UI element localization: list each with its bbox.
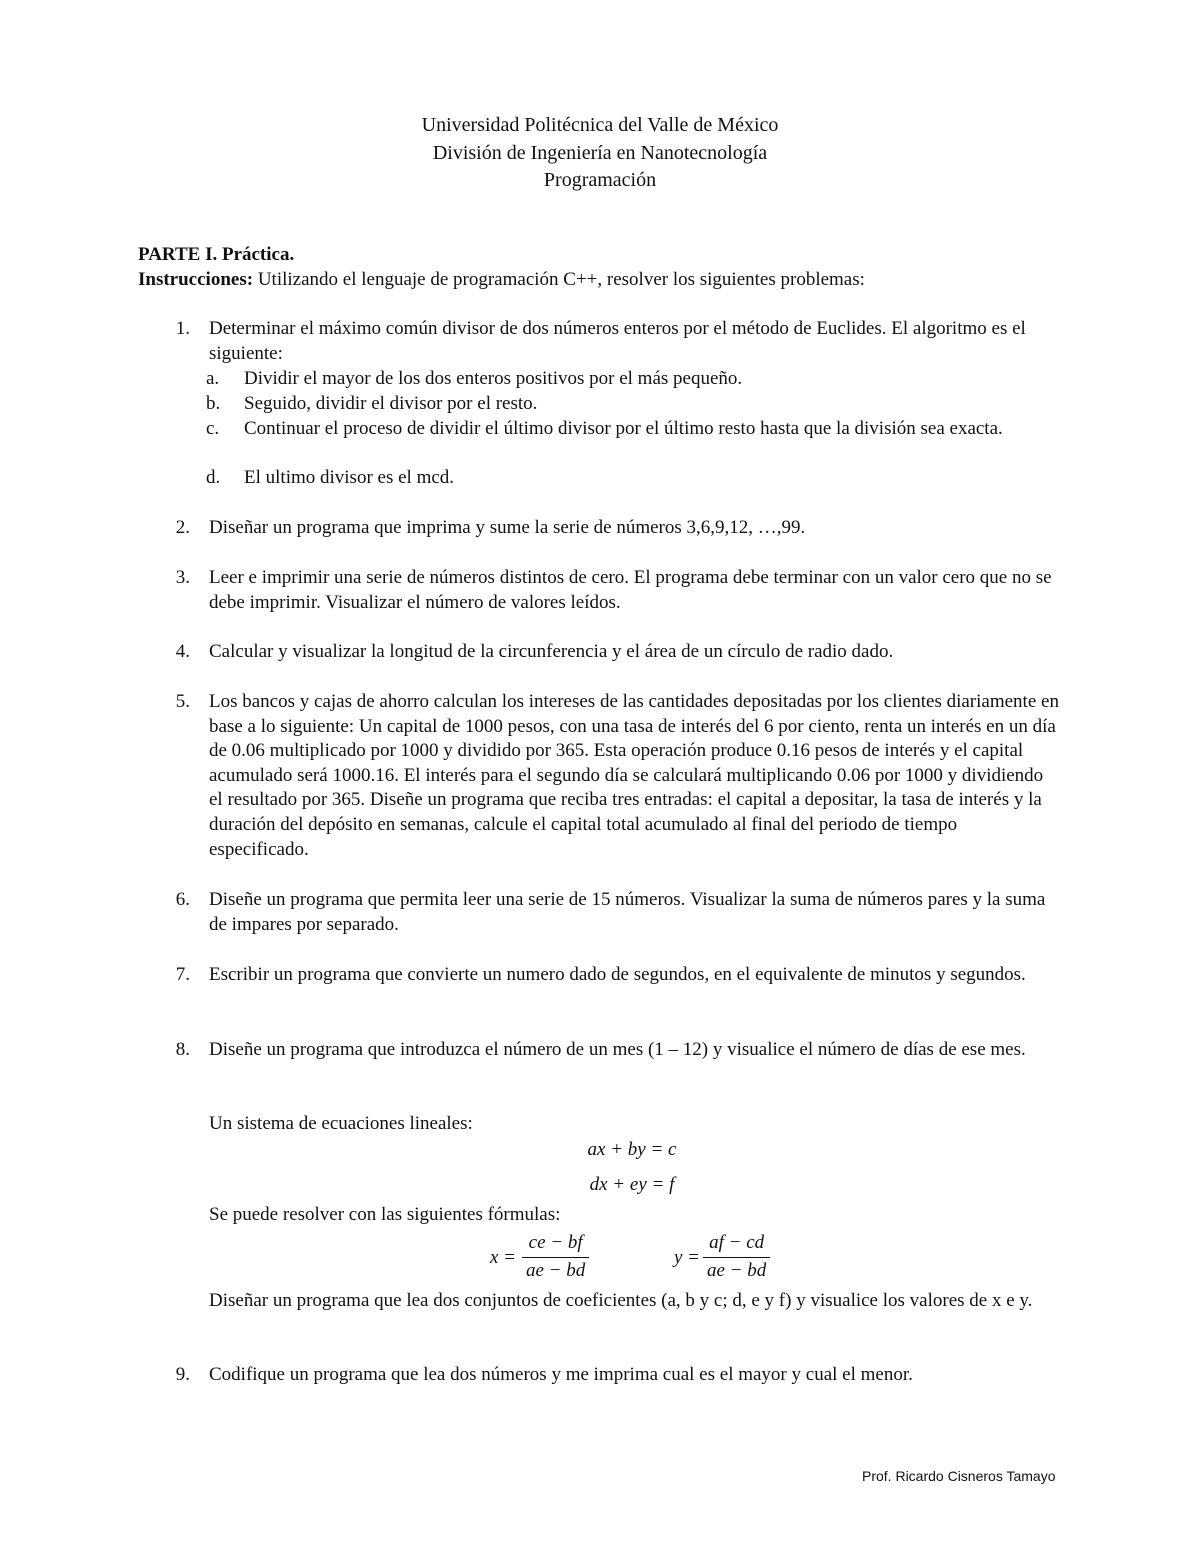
instructions-text: Utilizando el lenguaje de programación C++, resolver los siguientes problemas:	[253, 268, 865, 290]
y-formula-lhs: y =	[674, 1247, 701, 1268]
item-text: Escribir un programa que convierte un numero dado de segundos, en el equivalente de minutos y segundos.	[209, 964, 1026, 985]
equations-intro: Un sistema de ecuaciones lineales:	[209, 1113, 473, 1134]
fraction-bar	[522, 1257, 589, 1258]
equations-task: Diseñar un programa que lea dos conjuntos de coeficientes (a, b y c; d, e y f) y visualice los valores de x e y.	[209, 1290, 1033, 1311]
y-numerator: af − cd	[709, 1232, 765, 1253]
item-number: 8.	[175, 1039, 190, 1060]
x-formula-fraction	[522, 1231, 589, 1283]
university-name: Universidad Politécnica del Valle de México	[421, 114, 779, 136]
y-formula-fraction	[703, 1231, 770, 1283]
instructions-label: Instrucciones:	[138, 268, 254, 290]
item-text: Calcular y visualizar la longitud de la circunferencia y el área de un círculo de radio dado.	[209, 641, 894, 662]
item-text: Leer e imprimir una serie de números distintos de cero. El programa debe terminar con un valor cero que no se debe imprimir. Visualizar el número de valores leídos.	[209, 567, 1052, 613]
item-number: 9.	[175, 1364, 190, 1385]
footer-author: Prof. Ricardo Cisneros Tamayo	[862, 1468, 1056, 1484]
item-number: 6.	[175, 889, 190, 910]
sub-item-letter: d.	[206, 467, 221, 488]
part-title: PARTE I. Práctica.	[138, 244, 295, 265]
item-number: 1.	[175, 318, 190, 339]
sub-item-text: El ultimo divisor es el mcd.	[244, 467, 455, 488]
item-number: 5.	[175, 691, 190, 712]
equation-1: ax + by = c	[587, 1139, 677, 1160]
sub-item-text: Dividir el mayor de los dos enteros positivos por el más pequeño.	[244, 368, 743, 389]
division-name: División de Ingeniería en Nanotecnología	[432, 141, 768, 164]
formulas-intro: Se puede resolver con las siguientes fórmulas:	[209, 1204, 561, 1225]
item-text: Determinar el máximo común divisor de dos números enteros por el método de Euclides. El algoritmo es el siguiente:	[209, 318, 1026, 364]
equation-2: dx + ey = f	[589, 1174, 675, 1195]
item-text: Los bancos y cajas de ahorro calculan los intereses de las cantidades depositadas por los clientes diariamente en base a lo siguiente: Un capital de 1000 pesos, con una tasa de interés del 6 por ciento, renta un interés en un día de 0.06 multiplicado por 1000 y dividido por 365. Esta operación produce 0.16 pesos de interés y el capital acumulado será 1000.16. El interés para el segundo día se calculará multiplicando 0.06 por 1000 y dividiendo el resultado por 365. Diseñe un programa que reciba tres entradas: el capital a depositar, la tasa de interés y la duración del depósito en semanas, calcule el capital total acumulado al final del periodo de tiempo especificado.	[209, 691, 1059, 860]
item-text: Codifique un programa que lea dos números y me imprima cual es el mayor y cual el menor.	[209, 1364, 913, 1385]
instructions-block	[138, 243, 1058, 292]
x-formula-lhs: x =	[490, 1247, 517, 1268]
course-name: Programación	[543, 169, 657, 191]
fraction-bar	[703, 1257, 770, 1258]
instructions-line	[138, 268, 1058, 293]
item-text: Diseñe un programa que permita leer una serie de 15 números. Visualizar la suma de números pares y la suma de impares por separado.	[209, 889, 1046, 935]
item-number: 4.	[175, 641, 190, 662]
document-header	[0, 112, 1200, 195]
item-text: Diseñe un programa que introduzca el número de un mes (1 – 12) y visualice el número de días de ese mes.	[209, 1039, 1026, 1060]
sub-item-letter: c.	[206, 418, 220, 439]
item-number: 3.	[175, 567, 190, 588]
y-denominator: ae − bd	[707, 1259, 767, 1281]
sub-item-letter: a.	[206, 368, 220, 389]
item-number: 7.	[175, 964, 190, 985]
item-number: 2.	[175, 517, 190, 538]
sub-item-text: Seguido, dividir el divisor por el resto.	[244, 393, 538, 414]
sub-item-letter: b.	[206, 393, 221, 414]
x-numerator: ce − bf	[528, 1232, 583, 1253]
item-text: Diseñar un programa que imprima y sume la serie de números 3,6,9,12, …,99.	[209, 517, 806, 538]
sub-item-text: Continuar el proceso de dividir el último divisor por el último resto hasta que la división sea exacta.	[244, 418, 1003, 439]
x-denominator: ae − bd	[526, 1259, 586, 1281]
